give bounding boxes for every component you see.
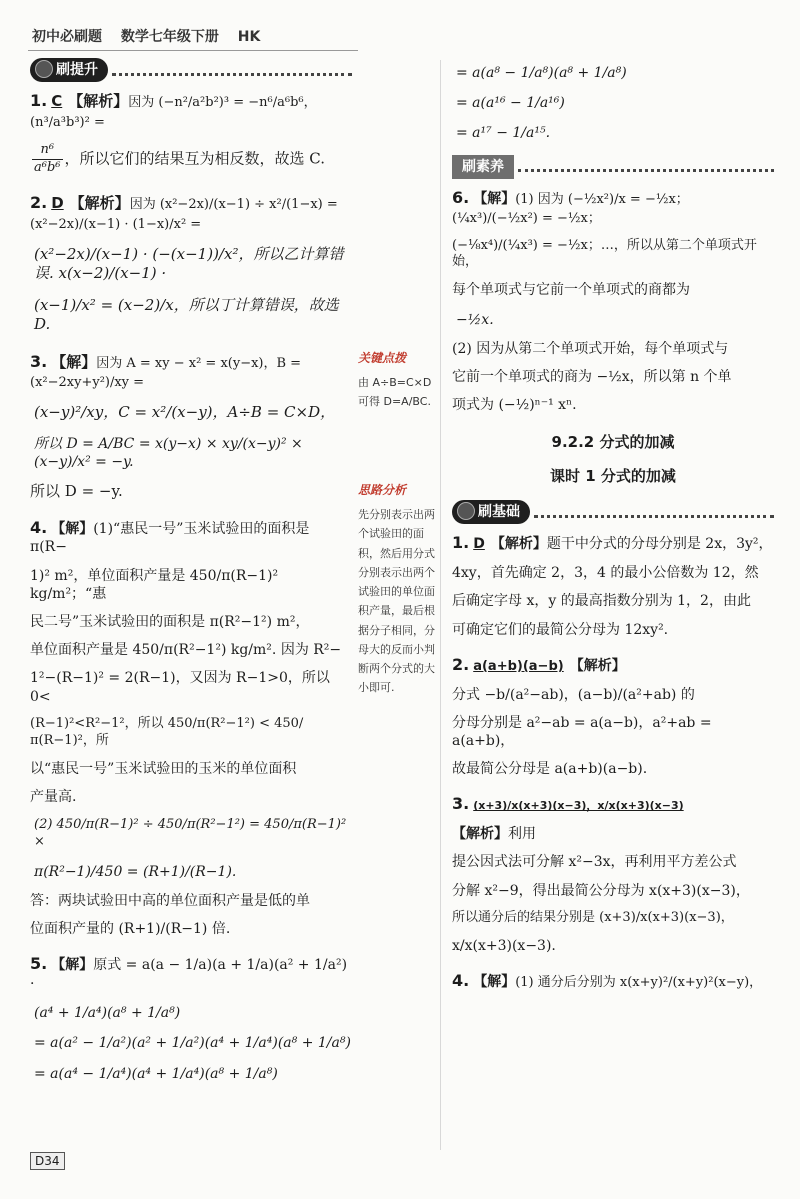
- q3-number: 3.: [30, 351, 48, 371]
- q6-number: 6.: [452, 187, 470, 207]
- q3-tag: 【解】: [51, 352, 97, 371]
- q5-text-4: = a(a⁴ − 1/a⁴)(a⁴ + 1/a⁴)(a⁸ + 1/a⁸): [34, 1065, 278, 1082]
- basic-question-4: [452, 966, 774, 997]
- q6-text-4: −½x.: [456, 311, 494, 328]
- q4-text-10: π(R²−1)/450 = (R+1)/(R−1).: [34, 863, 237, 880]
- q6-text-7: 项式为 (−½)ⁿ⁻¹ xⁿ.: [452, 397, 577, 414]
- b2-text-3: 故最简公分母是 a(a+b)(a−b).: [452, 761, 648, 778]
- b1-tag: 【解析】: [490, 536, 547, 553]
- b1-text-4: 可确定它们的最简公分母为 12xy².: [452, 621, 669, 638]
- dotted-rule: [112, 65, 352, 76]
- q4-text-8: 产量高.: [30, 788, 77, 805]
- q6-text-5: (2) 因为从第二个单项式开始，每个单项式与: [452, 340, 729, 357]
- q4-tag: 【解】: [51, 520, 94, 537]
- side-note-body: 先分别表示出两个试验田的面积，然后用分式分别表示出两个试验田的单位面积产量，最后根据分子相同，分母大的反而小判断两个分式的大小即可.: [358, 508, 435, 695]
- column-divider: [440, 60, 441, 1150]
- badge-row-tisheng: [30, 58, 352, 82]
- q4-text-1: (1)“惠民一号”玉米试验田的面积是 π(R−: [30, 520, 310, 556]
- b3-text-2: 分解 x²−9，得出最简公分母为 x(x+3)(x−3)，: [452, 882, 750, 899]
- q1-fraction: $\frac{\text{n⁶}}{\text{a⁶b⁶}}$: [34, 141, 61, 175]
- q5-number: 5.: [30, 954, 48, 974]
- side-note-title-2: 思路分析: [358, 483, 407, 497]
- b2-tag: 【解析】: [569, 657, 626, 674]
- side-note-title-1: 关键点拨: [358, 351, 407, 365]
- q6-text-3: 每个单项式与它前一个单项式的商都为: [452, 282, 690, 299]
- b3-text-3: 所以通分后的结果分别是 (x+3)/x(x+3)(x−3)，: [452, 909, 734, 925]
- question-4: [30, 513, 348, 944]
- page-number: D34: [30, 1152, 65, 1170]
- header-divider: [28, 50, 358, 51]
- b2-text-1: 分式 −b/(a²−ab)，(a−b)/(a²+ab) 的: [452, 686, 695, 703]
- q4-text-11: 答：两块试验田中高的单位面积产量是低的单: [30, 892, 310, 909]
- q5-continued-1: = a(a⁸ − 1/a⁸)(a⁸ + 1/a⁸): [456, 65, 627, 81]
- b4-number: 4.: [452, 970, 470, 990]
- q4-text-6: (R−1)²<R²−1²，所以 450/π(R²−1²) < 450/π(R−1)²，所: [30, 715, 304, 748]
- q5-text-2: (a⁴ + 1/a⁴)(a⁸ + 1/a⁸): [34, 1005, 181, 1022]
- b4-tag: 【解】: [473, 973, 516, 990]
- q1-tag: 【解析】: [68, 92, 129, 111]
- q3-text-3: 所以 D = A/BC = x(y−x) × xy/(x−y)² × (x−y)/x² = −y.: [34, 435, 303, 470]
- b2-answer: a(a+b)(a−b): [473, 658, 564, 674]
- q4-text-3: 民二号”玉米试验田的面积是 π(R²−1²) m²，: [30, 614, 310, 631]
- q6-text-6: 它前一个单项式的商为 −½x，所以第 n 个单: [452, 368, 732, 385]
- b2-text-2: 分母分别是 a²−ab = a(a−b)，a²+ab = a(a+b)，: [452, 714, 712, 750]
- q6-text-2: (−⅛x⁴)/(¼x³) = −½x；…，所以从第二个单项式开始，: [452, 237, 757, 270]
- side-note-line-1: 由 A÷B=C×D: [358, 376, 432, 389]
- b3-number: 3.: [452, 794, 470, 814]
- q2-text-2: (x²−2x)/(x−1) · (−(x−1))/x²，所以乙计算错误. x(x−2)/(x−1) ·: [34, 244, 344, 283]
- b3-text-1: 提公因式法可分解 x²−3x，再利用平方差公式: [452, 854, 737, 871]
- side-note-line-2: 可得 D=A/BC.: [358, 395, 431, 409]
- lesson-title: 课时 1 分式的加减: [550, 466, 676, 485]
- b3-text-4: x/x(x+3)(x−3).: [452, 937, 556, 954]
- page-header: [32, 26, 260, 46]
- q5-text-1: 原式 = a(a − 1/a)(a + 1/a)(a² + 1/a²) ·: [30, 957, 348, 993]
- left-column: [30, 58, 352, 1095]
- b1-text-1: 题干中分式的分母分别是 2x，3y²，: [546, 536, 773, 553]
- b1-text-3: 后确定字母 x，y 的最高指数分别为 1，2，由此: [452, 593, 751, 610]
- q2-text-3: (x−1)/x² = (x−2)/x，所以丁计算错误，故选 D.: [34, 295, 339, 334]
- section-title: 9.2.2 分式的加减: [551, 433, 675, 452]
- book-title: 初中必刷题: [32, 29, 102, 45]
- b2-number: 2.: [452, 654, 470, 674]
- q4-text-7: 以“惠民一号”玉米试验田的玉米的单位面积: [30, 760, 297, 777]
- q1-number: 1.: [30, 91, 48, 111]
- q4-number: 4.: [30, 517, 48, 537]
- q1-text: 因为 (−n²/a²b²)³ = −n⁶/a⁶b⁶，(n³/a³b³)² =: [30, 95, 317, 131]
- q5-continued-3: = a¹⁷ − 1/a¹⁵.: [456, 125, 551, 142]
- subject-title: 数学七年级下册: [120, 29, 219, 45]
- section-badge-suyang: 刷素养: [452, 155, 514, 179]
- q6-tag: 【解】: [473, 190, 516, 207]
- edition-label: HK: [237, 29, 261, 45]
- q2-answer: D: [51, 193, 64, 212]
- b3-answer: (x+3)/x(x+3)(x−3)，x/x(x+3)(x−3): [473, 799, 684, 813]
- b4-text-1: (1) 通分后分别为 x(x+y)²/(x+y)²(x−y)，: [515, 974, 763, 990]
- side-note-key-points: [358, 348, 438, 412]
- q1-answer: C: [51, 92, 63, 111]
- question-1: [30, 86, 352, 182]
- pencil-icon: [457, 502, 475, 520]
- right-column: [452, 58, 774, 1003]
- basic-question-1: [452, 528, 774, 643]
- q4-text-2: 1)² m²，单位面积产量是 450/π(R−1)² kg/m²；“惠: [30, 567, 279, 602]
- basic-question-2: [452, 650, 774, 784]
- q4-text-4: 单位面积产量是 450/π(R²−1²) kg/m². 因为 R²−: [30, 642, 342, 659]
- badge-row-jichu: [452, 500, 774, 524]
- q2-number: 2.: [30, 192, 48, 212]
- q5-continued-2: = a(a¹⁶ − 1/a¹⁶): [456, 95, 565, 112]
- q4-text-12: 位面积产量的 (R+1)/(R−1) 倍.: [30, 921, 231, 938]
- q4-text-9: (2) 450/π(R−1)² ÷ 450/π(R²−1²) = 450/π(R−1)² ×: [34, 816, 347, 849]
- q3-text-2: (x−y)²/xy，C = x²/(x−y)，A÷B = C×D，: [34, 403, 336, 422]
- q1-conclusion: ，所以它们的结果互为相反数，故选 C.: [64, 149, 325, 168]
- q3-text-1: 因为 A = xy − x² = x(y−x)，B = (x²−2xy+y²)/xy =: [30, 355, 302, 391]
- question-2: [30, 188, 352, 341]
- question-3: [30, 347, 340, 507]
- b1-number: 1.: [452, 533, 470, 553]
- b1-text-2: 4xy，首先确定 2，3，4 的最小公倍数为 12，然: [452, 565, 759, 582]
- q2-text-1: 因为 (x²−2x)/(x−1) ÷ x²/(1−x) = (x²−2x)/(x−1) · (1−x)/x² =: [30, 196, 338, 232]
- pencil-icon: [35, 60, 53, 78]
- question-6: [452, 183, 774, 420]
- dotted-rule: [518, 161, 774, 172]
- q5-text-3: = a(a² − 1/a²)(a² + 1/a²)(a⁴ + 1/a⁴)(a⁸ + 1/a⁸): [34, 1035, 351, 1052]
- badge-row-suyang: [452, 155, 774, 179]
- q3-text-4: 所以 D = −y.: [30, 482, 123, 501]
- q4-text-5: 1²−(R−1)² = 2(R−1)，又因为 R−1>0，所以 0<: [30, 670, 330, 705]
- dotted-rule: [534, 507, 774, 518]
- b1-answer: D: [473, 536, 485, 553]
- b3-text-0: 利用: [508, 826, 536, 843]
- question-5: [30, 949, 352, 1089]
- q2-tag: 【解析】: [69, 193, 130, 212]
- section-badge-tisheng: 刷提升: [30, 58, 108, 82]
- side-note-analysis: [358, 480, 438, 698]
- section-badge-jichu: 刷基础: [452, 500, 530, 524]
- b3-tag: 【解析】: [452, 826, 508, 843]
- basic-question-3: [452, 789, 774, 959]
- q6-text-1: (1) 因为 (−½x²)/x = −½x；(¼x³)/(−½x²) = −½x；: [452, 191, 689, 226]
- q5-tag: 【解】: [51, 957, 94, 974]
